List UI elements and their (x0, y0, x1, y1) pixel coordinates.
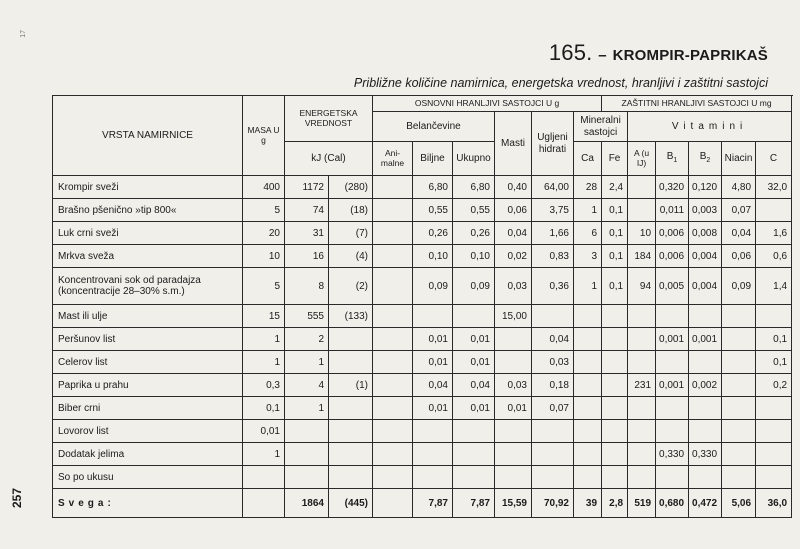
cell-uk: 0,04 (453, 374, 495, 397)
cell-uk (453, 466, 495, 489)
cell-ani (373, 222, 413, 245)
recipe-name: KROMPIR-PAPRIKAŠ (612, 47, 768, 64)
cell-bilj: 0,01 (413, 328, 453, 351)
cell-ugh: 0,18 (532, 374, 574, 397)
cell-b2 (689, 420, 722, 443)
cell-fe (602, 443, 628, 466)
cell-bilj (413, 443, 453, 466)
cell-kj: 74 (285, 199, 329, 222)
cell-ugh (532, 305, 574, 328)
cell-c: 0,1 (756, 351, 792, 374)
cell-uk (453, 420, 495, 443)
cell-name: Peršunov list (53, 328, 243, 351)
cell-bilj (413, 305, 453, 328)
cell-c: 36,0 (756, 489, 792, 518)
cell-c (756, 397, 792, 420)
cell-nia (722, 351, 756, 374)
cell-mast: 0,03 (495, 374, 532, 397)
recipe-dash: – (598, 47, 607, 64)
cell-masa: 0,1 (243, 397, 285, 420)
cell-masa: 0,3 (243, 374, 285, 397)
table-row (53, 245, 792, 268)
cell-a: 231 (628, 374, 656, 397)
cell-ca: 1 (574, 268, 602, 305)
cell-fe: 0,1 (602, 245, 628, 268)
cell-a (628, 443, 656, 466)
cell-ca (574, 305, 602, 328)
cell-nia (722, 420, 756, 443)
cell-cal: (2) (329, 268, 373, 305)
table-row (53, 374, 792, 397)
cell-ani (373, 420, 413, 443)
cell-c: 0,2 (756, 374, 792, 397)
table-row (53, 466, 792, 489)
cell-c: 1,4 (756, 268, 792, 305)
cell-name: Celerov list (53, 351, 243, 374)
cell-b2 (689, 351, 722, 374)
cell-ugh (532, 466, 574, 489)
cell-cal (329, 328, 373, 351)
cell-b1: 0,320 (656, 176, 689, 199)
cell-b1 (656, 420, 689, 443)
cell-mast (495, 443, 532, 466)
cell-ani (373, 245, 413, 268)
table-row (53, 222, 792, 245)
cell-masa: 1 (243, 443, 285, 466)
cell-ca (574, 397, 602, 420)
cell-cal: (1) (329, 374, 373, 397)
cell-uk: 6,80 (453, 176, 495, 199)
cell-a (628, 351, 656, 374)
header-vitamini: Vitamini (628, 112, 792, 142)
cell-kj: 1 (285, 397, 329, 420)
table-row (53, 397, 792, 420)
cell-b1: 0,006 (656, 245, 689, 268)
cell-name: Koncentrovani sok od paradajza (koncentracije 28–30% s.m.) (53, 268, 243, 305)
cell-kj: 555 (285, 305, 329, 328)
cell-kj: 4 (285, 374, 329, 397)
cell-mast: 0,01 (495, 397, 532, 420)
cell-mast: 0,02 (495, 245, 532, 268)
cell-bilj: 0,10 (413, 245, 453, 268)
header-mineralni: Mineralni sastojci (574, 112, 628, 142)
table-subtitle: Približne količine namirnica, energetska vrednost, hranljivi i zaštitni sastojci (353, 76, 768, 90)
cell-b1: 0,001 (656, 328, 689, 351)
table-row (53, 305, 792, 328)
cell-cal: (4) (329, 245, 373, 268)
header-ugljeni: Ugljeni hidrati (532, 112, 574, 176)
table-row (53, 176, 792, 199)
cell-c: 32,0 (756, 176, 792, 199)
cell-b1: 0,011 (656, 199, 689, 222)
cell-nia: 0,06 (722, 245, 756, 268)
cell-ani (373, 328, 413, 351)
cell-ugh: 0,83 (532, 245, 574, 268)
cell-cal (329, 420, 373, 443)
cell-uk: 0,55 (453, 199, 495, 222)
cell-fe (602, 397, 628, 420)
cell-fe (602, 351, 628, 374)
cell-name: Lovorov list (53, 420, 243, 443)
cell-b2: 0,008 (689, 222, 722, 245)
cell-ugh: 0,03 (532, 351, 574, 374)
header-kj-cal: kJ (Cal) (285, 142, 373, 176)
cell-ca: 6 (574, 222, 602, 245)
cell-kj: 1864 (285, 489, 329, 518)
cell-b1: 0,680 (656, 489, 689, 518)
cell-masa: 400 (243, 176, 285, 199)
cell-ugh: 70,92 (532, 489, 574, 518)
cell-nia (722, 443, 756, 466)
table-row (53, 443, 792, 466)
header-energ: ENERGETSKA VREDNOST (285, 96, 373, 142)
recipe-number: 165. (548, 40, 593, 65)
corner-mark: 17 (20, 30, 27, 38)
cell-ugh: 0,04 (532, 328, 574, 351)
cell-masa: 5 (243, 199, 285, 222)
header-ca: Ca (574, 142, 602, 176)
cell-nia (722, 305, 756, 328)
cell-name: Svega: (53, 489, 243, 518)
cell-masa: 0,01 (243, 420, 285, 443)
cell-fe: 2,8 (602, 489, 628, 518)
cell-fe: 2,4 (602, 176, 628, 199)
header-fe: Fe (602, 142, 628, 176)
cell-mast: 0,04 (495, 222, 532, 245)
cell-ca: 3 (574, 245, 602, 268)
cell-uk (453, 305, 495, 328)
cell-masa: 5 (243, 268, 285, 305)
cell-a: 184 (628, 245, 656, 268)
cell-b1: 0,001 (656, 374, 689, 397)
cell-ca: 39 (574, 489, 602, 518)
cell-uk: 0,01 (453, 351, 495, 374)
cell-name: Dodatak jelima (53, 443, 243, 466)
cell-b1 (656, 351, 689, 374)
cell-bilj: 0,26 (413, 222, 453, 245)
cell-ani (373, 374, 413, 397)
cell-a (628, 328, 656, 351)
cell-mast: 0,06 (495, 199, 532, 222)
cell-b2 (689, 397, 722, 420)
cell-fe: 0,1 (602, 268, 628, 305)
cell-b2: 0,003 (689, 199, 722, 222)
cell-mast (495, 351, 532, 374)
cell-ca (574, 443, 602, 466)
cell-ani (373, 397, 413, 420)
cell-ani (373, 176, 413, 199)
cell-mast (495, 466, 532, 489)
cell-b2: 0,004 (689, 268, 722, 305)
cell-ugh: 1,66 (532, 222, 574, 245)
header-zastitni: ZAŠTITNI HRANLJIVI SASTOJCI U mg (602, 96, 792, 112)
cell-nia: 0,04 (722, 222, 756, 245)
cell-cal: (445) (329, 489, 373, 518)
cell-cal: (133) (329, 305, 373, 328)
cell-bilj: 6,80 (413, 176, 453, 199)
cell-masa (243, 489, 285, 518)
cell-kj: 2 (285, 328, 329, 351)
cell-nia (722, 397, 756, 420)
cell-mast: 0,40 (495, 176, 532, 199)
cell-cal (329, 443, 373, 466)
cell-nia: 0,07 (722, 199, 756, 222)
cell-ca: 1 (574, 199, 602, 222)
cell-ani (373, 351, 413, 374)
cell-ca (574, 420, 602, 443)
cell-nia (722, 466, 756, 489)
cell-kj: 31 (285, 222, 329, 245)
cell-masa: 20 (243, 222, 285, 245)
cell-c (756, 305, 792, 328)
cell-cal (329, 466, 373, 489)
cell-ani (373, 466, 413, 489)
cell-nia (722, 374, 756, 397)
cell-a: 519 (628, 489, 656, 518)
cell-kj: 1 (285, 351, 329, 374)
cell-uk: 7,87 (453, 489, 495, 518)
cell-a (628, 199, 656, 222)
header-belancevine: Belančevine (373, 112, 495, 142)
table-row (53, 268, 792, 305)
cell-a: 94 (628, 268, 656, 305)
cell-cal: (18) (329, 199, 373, 222)
cell-a (628, 397, 656, 420)
cell-name: Krompir sveži (53, 176, 243, 199)
cell-nia: 5,06 (722, 489, 756, 518)
header-masa: MASA U g (243, 96, 285, 176)
cell-a: 10 (628, 222, 656, 245)
cell-name: Mast ili ulje (53, 305, 243, 328)
cell-ani (373, 199, 413, 222)
cell-b2 (689, 466, 722, 489)
cell-uk: 0,09 (453, 268, 495, 305)
cell-ugh: 64,00 (532, 176, 574, 199)
total-row (53, 489, 792, 518)
cell-uk (453, 443, 495, 466)
page-number: 257 (10, 487, 24, 509)
cell-ani (373, 489, 413, 518)
cell-c (756, 420, 792, 443)
cell-b1 (656, 466, 689, 489)
cell-bilj (413, 466, 453, 489)
cell-kj: 1172 (285, 176, 329, 199)
header-vrsta: VRSTA NAMIRNICE (53, 96, 243, 176)
cell-fe (602, 374, 628, 397)
cell-bilj: 0,01 (413, 351, 453, 374)
cell-b2: 0,120 (689, 176, 722, 199)
cell-fe (602, 305, 628, 328)
cell-b1 (656, 305, 689, 328)
cell-kj: 8 (285, 268, 329, 305)
cell-fe: 0,1 (602, 222, 628, 245)
cell-kj: 16 (285, 245, 329, 268)
header-b2: $B_2$ (689, 142, 722, 176)
header-b1: $B_1$ (656, 142, 689, 176)
cell-uk: 0,01 (453, 397, 495, 420)
cell-b1: 0,006 (656, 222, 689, 245)
cell-name: Brašno pšenično »tip 800« (53, 199, 243, 222)
cell-ca: 28 (574, 176, 602, 199)
table-row (53, 351, 792, 374)
cell-b1: 0,005 (656, 268, 689, 305)
cell-bilj: 0,55 (413, 199, 453, 222)
table-row (53, 420, 792, 443)
cell-fe (602, 328, 628, 351)
cell-b2: 0,002 (689, 374, 722, 397)
cell-a (628, 305, 656, 328)
cell-c: 1,6 (756, 222, 792, 245)
header-masti: Masti (495, 112, 532, 176)
cell-c (756, 443, 792, 466)
cell-b2 (689, 305, 722, 328)
cell-bilj: 7,87 (413, 489, 453, 518)
cell-cal: (7) (329, 222, 373, 245)
cell-ca (574, 351, 602, 374)
cell-masa: 15 (243, 305, 285, 328)
cell-uk: 0,26 (453, 222, 495, 245)
cell-cal (329, 351, 373, 374)
cell-ugh: 0,07 (532, 397, 574, 420)
cell-name: So po ukusu (53, 466, 243, 489)
header-ukupno: Ukupno (453, 142, 495, 176)
cell-masa: 1 (243, 351, 285, 374)
cell-masa: 10 (243, 245, 285, 268)
cell-mast (495, 420, 532, 443)
cell-nia: 4,80 (722, 176, 756, 199)
cell-kj (285, 443, 329, 466)
cell-b2: 0,004 (689, 245, 722, 268)
cell-c: 0,6 (756, 245, 792, 268)
header-niacin: Niacin (722, 142, 756, 176)
cell-uk: 0,01 (453, 328, 495, 351)
table-row (53, 199, 792, 222)
header-vitamin-a: A (u IJ) (628, 142, 656, 176)
cell-name: Mrkva sveža (53, 245, 243, 268)
cell-a (628, 466, 656, 489)
cell-name: Paprika u prahu (53, 374, 243, 397)
header-osnovni: OSNOVNI HRANLJIVI SASTOJCI U g (373, 96, 602, 112)
table-row (53, 328, 792, 351)
cell-mast: 15,00 (495, 305, 532, 328)
cell-ugh (532, 420, 574, 443)
cell-c: 0,1 (756, 328, 792, 351)
cell-mast (495, 328, 532, 351)
cell-name: Biber crni (53, 397, 243, 420)
cell-kj (285, 466, 329, 489)
recipe-title (549, 40, 768, 66)
cell-fe (602, 420, 628, 443)
cell-cal (329, 397, 373, 420)
header-animalne: Ani- malne (373, 142, 413, 176)
cell-bilj: 0,04 (413, 374, 453, 397)
cell-mast: 0,03 (495, 268, 532, 305)
cell-bilj: 0,09 (413, 268, 453, 305)
cell-ani (373, 268, 413, 305)
cell-nia (722, 328, 756, 351)
cell-b1: 0,330 (656, 443, 689, 466)
cell-bilj (413, 420, 453, 443)
cell-ugh: 0,36 (532, 268, 574, 305)
cell-ani (373, 443, 413, 466)
cell-name: Luk crni sveži (53, 222, 243, 245)
cell-a (628, 176, 656, 199)
cell-mast: 15,59 (495, 489, 532, 518)
cell-b1 (656, 397, 689, 420)
cell-masa: 1 (243, 328, 285, 351)
header-c: C (756, 142, 792, 176)
cell-kj (285, 420, 329, 443)
cell-fe (602, 466, 628, 489)
cell-masa (243, 466, 285, 489)
cell-c (756, 466, 792, 489)
cell-ca (574, 328, 602, 351)
cell-b2: 0,472 (689, 489, 722, 518)
cell-bilj: 0,01 (413, 397, 453, 420)
cell-ani (373, 305, 413, 328)
cell-a (628, 420, 656, 443)
cell-ugh: 3,75 (532, 199, 574, 222)
cell-fe: 0,1 (602, 199, 628, 222)
cell-b2: 0,001 (689, 328, 722, 351)
header-biljne: Biljne (413, 142, 453, 176)
cell-cal: (280) (329, 176, 373, 199)
cell-ugh (532, 443, 574, 466)
cell-b2: 0,330 (689, 443, 722, 466)
cell-c (756, 199, 792, 222)
cell-ca (574, 466, 602, 489)
cell-uk: 0,10 (453, 245, 495, 268)
cell-ca (574, 374, 602, 397)
nutrition-table (52, 95, 792, 518)
cell-nia: 0,09 (722, 268, 756, 305)
